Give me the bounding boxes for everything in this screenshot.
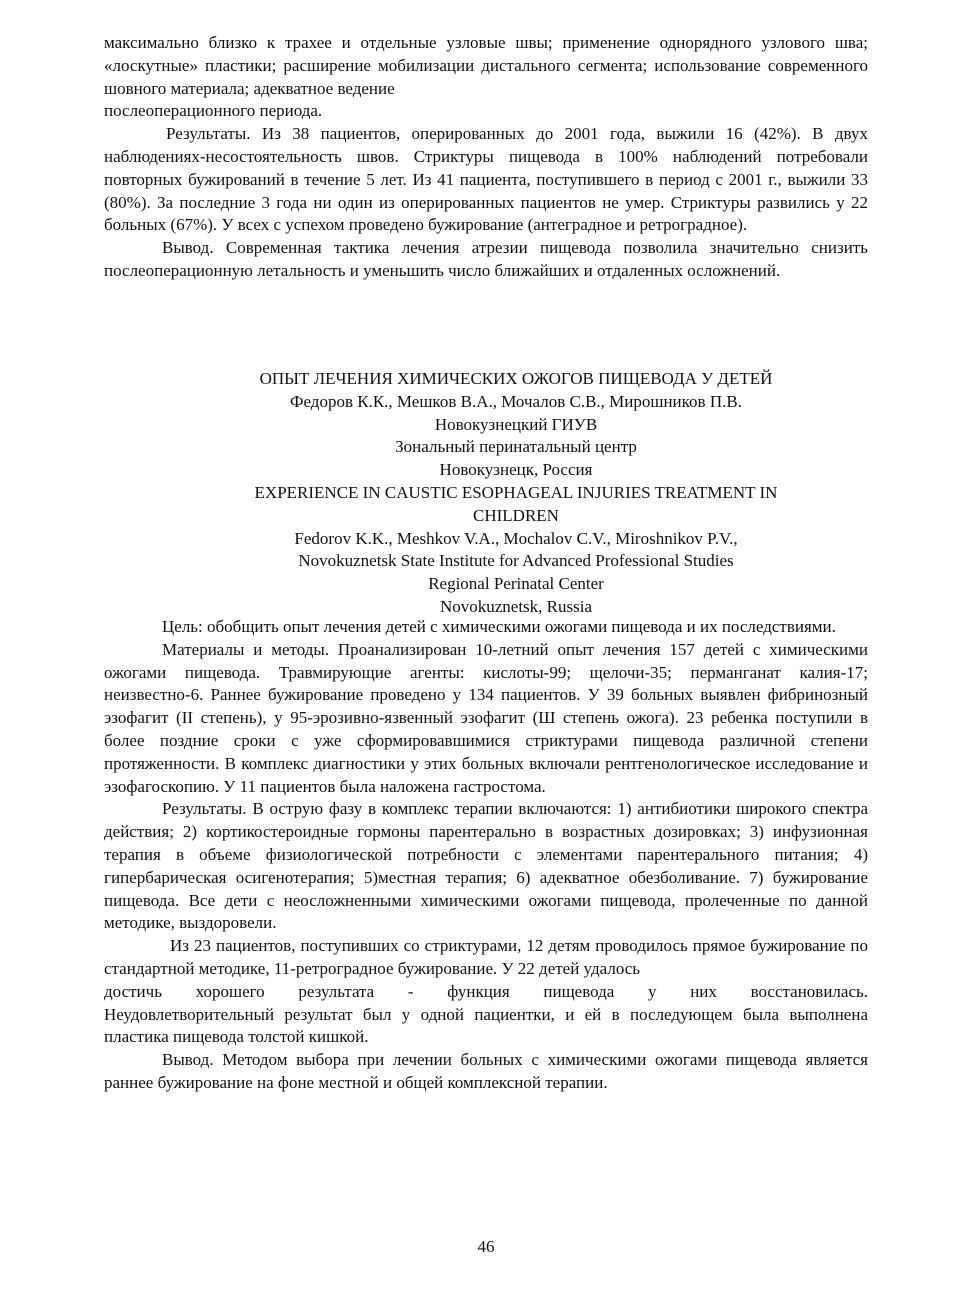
aim-paragraph: Цель: обобщить опыт лечения детей с химическими ожогами пищевода и их последствиями. [162, 617, 836, 636]
title-english-line-1: EXPERIENCE IN CAUSTIC ESOPHAGEAL INJURIES TREATMENT IN [254, 482, 778, 502]
methods-continuation-tail: послеоперационного периода. [104, 101, 323, 121]
affiliation-russian-2: Зональный перинатальный центр [395, 437, 637, 457]
title-russian: ОПЫТ ЛЕЧЕНИЯ ХИМИЧЕСКИХ ОЖОГОВ ПИЩЕВОДА У ДЕТЕЙ [259, 369, 773, 388]
article-header [104, 368, 928, 619]
strictures-paragraph-end: Неудовлетворительный результат был у одной пациентки, и ей в последующем была выполнена пластика пищевода толстой кишкой. [104, 1004, 868, 1047]
authors-english: Fedorov K.K., Meshkov V.A., Mochalov C.V., Miroshnikov P.V., [294, 528, 738, 548]
strictures-paragraph-middle: достичь хорошего результата - функция пищевода у них восстановилась. [104, 981, 868, 1001]
conclusion-paragraph: Вывод. Современная тактика лечения атрезии пищевода позволила значительно снизить послеоперационную летальность и уменьшить число ближайших и отдаленных осложнений. [104, 238, 868, 280]
affiliation-english-2: Regional Perinatal Center [428, 574, 604, 594]
affiliation-english-1: Novokuznetsk State Institute for Advanced Professional Studies [298, 551, 734, 571]
article-body [104, 616, 868, 1095]
city-russian: Новокузнецк, Россия [439, 460, 593, 480]
title-english-line-2: CHILDREN [473, 505, 559, 525]
city-english: Novokuznetsk, Russia [439, 596, 593, 616]
methods-paragraph: Материалы и методы. Проанализирован 10-летний опыт лечения 157 детей с химическими ожогами пищевода. Травмирующие агенты: кислоты-99; щелочи-35; перманганат калия-17; неизвестно-6. Раннее бужирование проведено у 134 пациентов. У 39 больных выявлен фибринозный эзофагит (II степень), у 95-эрозивно-язвенный эзофагит (Ш степень ожога). 23 ребенка поступили в более поздние сроки с уже сформировавшимися стриктурами пищевода различной степени протяженности. В комплекс диагностики у этих больных включали рентгенологическое исследование и эзофагоскопию. У 11 пациентов была наложена гастростома. [104, 639, 868, 796]
previous-article-tail [104, 32, 868, 283]
authors-russian: Федоров К.К., Мешков В.А., Мочалов С.В., Мирошников П.В. [290, 391, 742, 411]
results-paragraph: Результаты. В острую фазу в комплекс терапии включаются: 1) антибиотики широкого спектра действия; 2) кортикостероидные гормоны парентерально в возрастных дозировках; 3) инфузионная терапия в объеме физиологической потребности с элементами парентерального питания; 4) гипербарическая осигенотерапия; 5)местная терапия; 6) адекватное обезболивание. 7) бужирование пищевода. Все дети с неосложненными химическими ожогами пищевода, пролеченные по данной методике, выздоровели. [104, 799, 868, 933]
affiliation-russian-1: Новокузнецкий ГИУВ [434, 414, 598, 434]
results-paragraph: Результаты. Из 38 пациентов, оперированных до 2001 года, выжили 16 (42%). В двух наблюдениях-несостоятельность швов. Стриктуры пищевода в 100% наблюдений потребовали повторных бужирований в течение 5 лет. Из 41 пациента, поступившего в период с 2001 г., выжили 33 (80%). За последние 3 года ни один из оперированных пациентов не умер. Стриктуры развились у 22 больных (67%). У всех с успехом проведено бужирование (антеградное и ретроградное). [104, 124, 868, 235]
methods-continuation: максимально близко к трахее и отдельные узловые швы; применение однорядного узлового шва; «лоскутные» пластики; расширение мобилизации дистального сегмента; использование современного шовного материала; адекватное ведение [104, 33, 868, 98]
strictures-paragraph-start: Из 23 пациентов, поступивших со стриктурами, 12 детям проводилось прямое бужирование по стандартной методике, 11-ретроградное бужирование. У 22 детей удалось [104, 936, 868, 978]
article-conclusion: Вывод. Методом выбора при лечении больных с химическими ожогами пищевода является раннее бужирование на фоне местной и общей комплексной терапии. [104, 1050, 868, 1092]
page-number: 46 [477, 1237, 495, 1256]
